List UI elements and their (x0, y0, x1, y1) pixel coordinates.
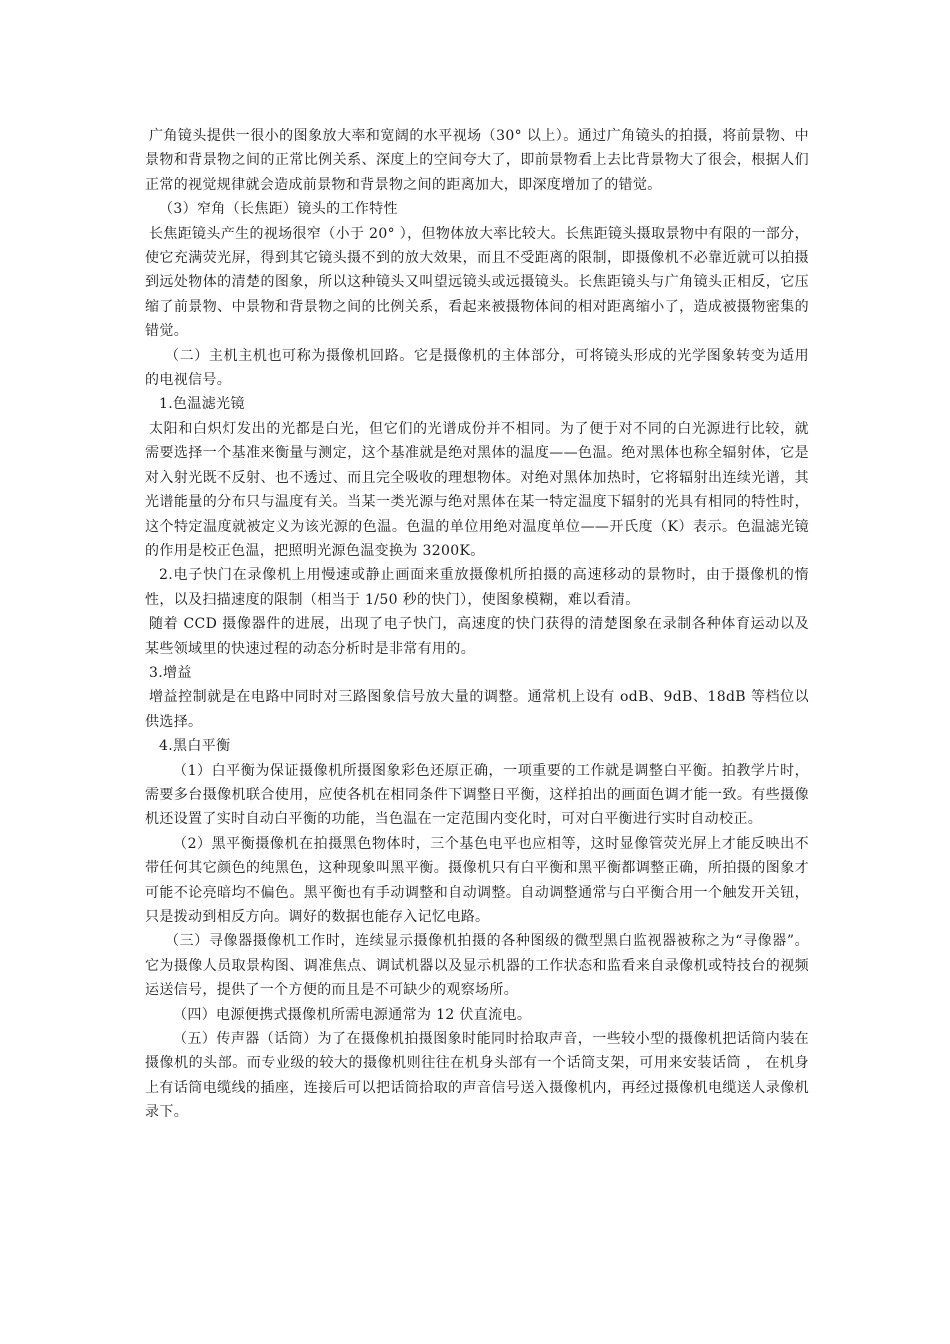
paragraph-main-unit: （二）主机主机也可称为摄像机回路。它是摄像机的主体部分，可将镜头形成的光学图象转变为适用的电视信号。 (145, 347, 809, 389)
heading-black-white-balance: 4.黑白平衡 (159, 738, 231, 755)
heading-narrow-angle-lens: （3）窄角（长焦距）镜头的工作特性 (159, 201, 398, 218)
paragraph-wide-angle-lens: 广角镜头提供一很小的图象放大率和宽阔的水平视场（30° 以上）。通过广角镜头的拍摄，将前景物、中景物和背景物之间的正常比例关系、深度上的空间夸大了，即前景物看上去比背景物大了很会，根据人们正常的视觉规律就会造成前景物和背景物之间的距离加大，即深度增加了的错觉。 (145, 128, 809, 193)
paragraph-viewfinder: （三）寻像器摄像机工作时，连续显示摄像机拍摄的各种图级的微型黑白监视器被称之为“寻像器”。它为摄像人员取景构图、调准焦点、调试机器以及显示机器的工作状态和监看来自录像机或特技台的视频运送信号，提供了一个方便的而且是不可缺少的观察场所。 (145, 933, 809, 999)
paragraph-electronic-shutter: 2.电子快门在录像机上用慢速或静止画面来重放摄像机所拍摄的高速移动的景物时，由于摄像机的惰性，以及扫描速度的限制（相当于 1/50 秒的快门），使图象模糊，难以看清。 (145, 567, 809, 608)
paragraph-microphone: （五）传声器（话筒）为了在摄像机拍摄图象时能同时拾取声音，一些较小型的摄像机把话筒内装在摄像机的头部。而专业级的较大的摄像机则往往在机身头部有一个话筒支架，可用来安装话筒 ， 在机身上有话筒电缆线的插座，连接后可以把话筒拾取的声音信号送入摄像机内，再经过摄像机电缆送人录像机录下。 (145, 1031, 809, 1121)
paragraph-white-balance: （1）白平衡为保证摄像机所摄图象彩色还原正确，一项重要的工作就是调整白平衡。拍教学片时，需要多台摄像机联合使用，应使各机在相同条件下调整日平衡，这样拍出的画面色调才能一致。有些摄像机还设置了实时自动白平衡的功能，当色温在一定范围内变化时，可对白平衡进行实时自动校正。 (145, 762, 809, 828)
paragraph-telephoto-lens: 长焦距镜头产生的视场很窄（小于 20° ），但物体放大率比较大。长焦距镜头摄取景物中有限的一部分，使它充满荧光屏，得到其它镜头摄不到的放大效果，而且不受距离的限制，即摄像机不必靠近就可以拍摄到远处物体的清楚的图象，所以这种镜头又叫望远镜头或远摄镜头。长焦距镜头与广角镜头正相反，它压缩了前景物、中景物和背景物之间的比例关系，看起来被摄物体间的相对距离缩小了，造成被摄物密集的错觉。 (145, 225, 809, 340)
heading-gain: 3.增益 (149, 664, 192, 681)
document-body (145, 124, 809, 1125)
paragraph-gain: 增益控制就是在电路中同时对三路图象信号放大量的调整。通常机上设有 odB、9dB、18dB 等档位以供选择。 (145, 689, 809, 730)
paragraph-color-temperature: 太阳和白炽灯发出的光都是白光，但它们的光谱成份并不相同。为了便于对不同的白光源进行比较，就需要选择一个基准来衡量与测定，这个基准就是绝对黑体的温度——色温。绝对黑体也称全辐射体，它是对入射光既不反射、也不透过、而且完全吸收的理想物体。对绝对黑体加热时，它将辐射出连续光谱，其光谱能量的分布只与温度有关。当某一类光源与绝对黑体在某一特定温度下辐射的光具有相同的特性时，这个特定温度就被定义为该光源的色温。色温的单位用绝对温度单位——开氏度（K）表示。色温滤光镜的作用是校正色温，把照明光源色温变换为 3200K。 (145, 420, 809, 559)
paragraph-ccd-shutter: 随着 CCD 摄像器件的进展，出现了电子快门，高速度的快门获得的清楚图象在录制各种体育运动以及某些领域里的快速过程的动态分析时是非常有用的。 (145, 616, 809, 657)
paragraph-black-balance: （2）黑平衡摄像机在拍摄黑色物体时，三个基色电平也应相等，这时显像管荧光屏上才能反映出不带任何其它颜色的纯黑色，这种现象叫黑平衡。摄像机只有白平衡和黑平衡都调整正确，所拍摄的图象才可能不论亮暗均不偏色。黑平衡也有手动调整和自动调整。自动调整通常与白平衡合用一个触发开关钮，只是拨动到相反方向。调好的数据也能存入记忆电路。 (145, 835, 809, 925)
paragraph-power-supply: （四）电源便携式摄像机所需电源通常为 12 伏直流电。 (173, 1006, 532, 1023)
heading-color-temperature-filter: 1.色温滤光镜 (159, 396, 245, 413)
